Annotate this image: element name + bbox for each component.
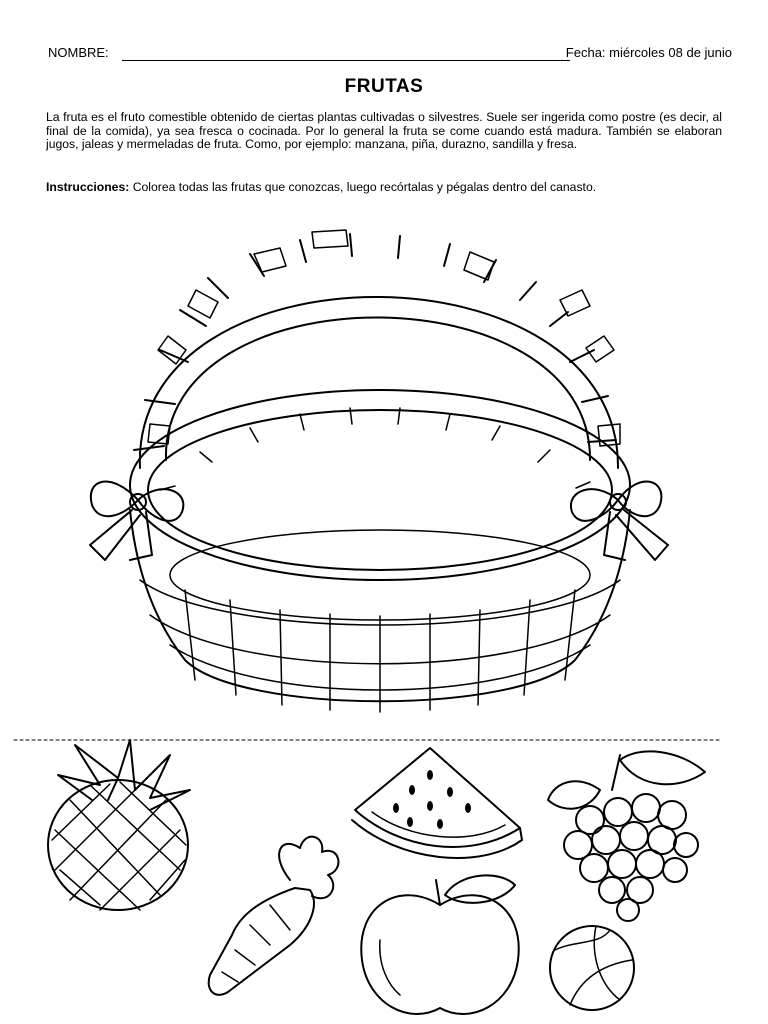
intro-paragraph: La fruta es el fruto comestible obtenido de ciertas plantas cultivadas o silvestres. Suele ser ingerida como postre (es decir, al final de la comida), ya sea fresca o cocinada. Por lo general la fruta se come cuando está madura. También se elaboran jugos, jaleas y mermeladas de fruta. Como, por ejemplo: manzana, piña, durazno, sandilla y fresa. — [46, 110, 722, 152]
grapes-illustration — [548, 751, 705, 921]
carrot-illustration — [209, 837, 339, 995]
instructions-label: Instrucciones: — [46, 180, 130, 194]
pineapple-illustration — [48, 740, 190, 910]
name-label: NOMBRE: — [48, 45, 109, 60]
page-title: FRUTAS — [344, 76, 424, 97]
date-label: Fecha: miércoles 08 de junio — [565, 45, 732, 60]
instructions-text: Colorea todas las frutas que conozcas, luego recórtalas y pégalas dentro del canasto. — [132, 180, 597, 194]
round-fruit-illustration — [550, 926, 634, 1010]
apple-illustration — [361, 875, 518, 1014]
watermelon-illustration — [352, 748, 522, 858]
basket-illustration — [90, 230, 668, 712]
